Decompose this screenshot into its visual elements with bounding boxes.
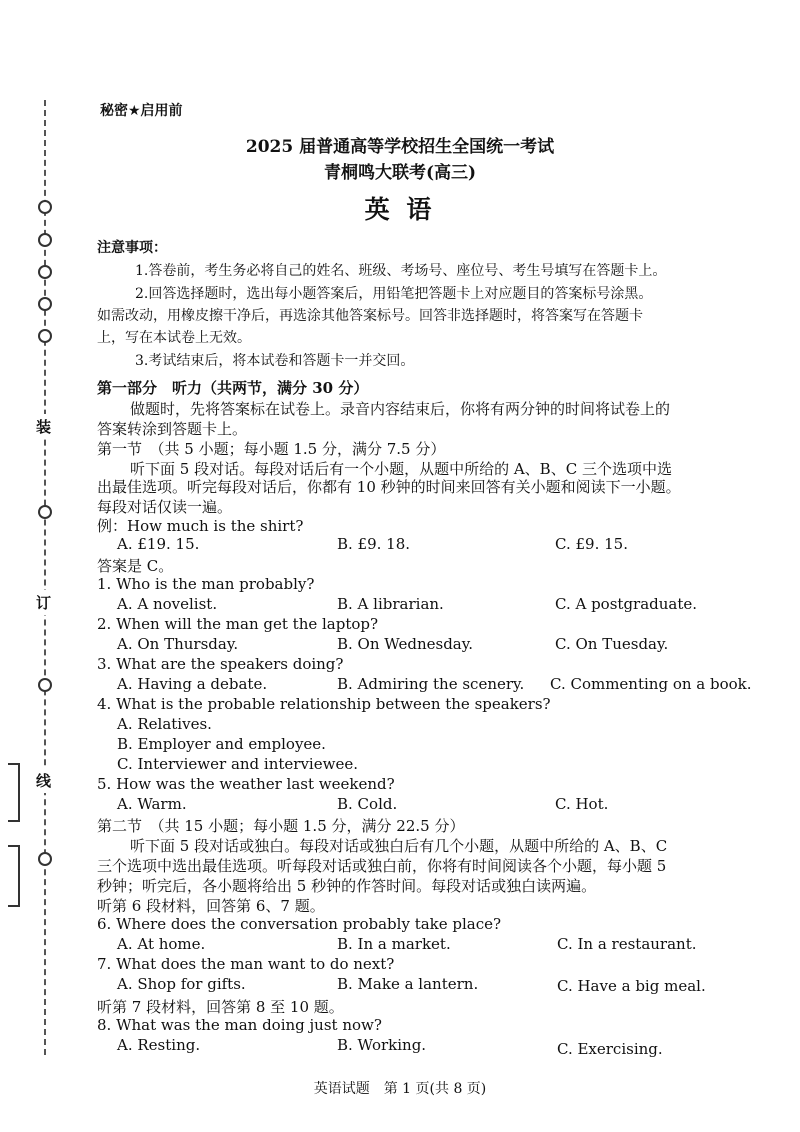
option-c: C. Have a big meal. [557, 977, 706, 995]
section2-intro: 秒钟；听完后，各小题将给出 5 秒钟的作答时间。每段对话或独白读两遍。 [97, 877, 597, 895]
question-text: 7. What does the man want to do next? [97, 955, 395, 973]
section1-intro: 每段对话仅读一遍。 [97, 498, 233, 516]
option-a: A. Resting. [117, 1036, 201, 1054]
option-a: A. £19. 15. [117, 535, 200, 553]
option-c: C. On Tuesday. [555, 635, 669, 653]
binding-hole [38, 233, 52, 247]
secret-label: 秘密★启用前 [100, 103, 183, 119]
material-heading: 听第 6 段材料，回答第 6、7 题。 [97, 897, 325, 915]
option-c: C. Commenting on a book. [550, 675, 752, 693]
question-text: 1. Who is the man probably? [97, 575, 315, 593]
exam-subtitle: 青桐鸣大联考(高三) [323, 163, 477, 183]
binding-hole [38, 265, 52, 279]
section1-intro: 听下面 5 段对话。每段对话后有一个小题，从题中所给的 A、B、C 三个选项中选 [130, 460, 672, 478]
binding-hole [38, 297, 52, 311]
option-c: C. In a restaurant. [557, 935, 697, 953]
option-b: B. In a market. [337, 935, 451, 953]
option-b: B. Admiring the scenery. [337, 675, 525, 693]
binding-char-zhuang: 装 [36, 414, 51, 439]
option-a: A. Having a debate. [117, 675, 268, 693]
question-text: 8. What was the man doing just now? [97, 1016, 382, 1034]
option-b: B. Make a lantern. [337, 975, 479, 993]
option-a: A. At home. [117, 935, 206, 953]
example-question: 例：How much is the shirt? [97, 517, 304, 535]
example-answer: 答案是 C。 [97, 557, 174, 575]
binding-hole [38, 505, 52, 519]
option-c: C. Interviewer and interviewee. [117, 755, 358, 773]
subject-title: 英 语 [364, 195, 436, 224]
margin-bracket [8, 763, 20, 822]
option-c: C. Exercising. [557, 1040, 663, 1058]
option-c: C. Hot. [555, 795, 609, 813]
page-footer: 英语试题 第 1 页(共 8 页) [313, 1081, 487, 1097]
binding-char-ding: 订 [36, 590, 51, 615]
option-b: B. £9. 18. [337, 535, 411, 553]
option-a: A. Relatives. [117, 715, 212, 733]
option-c: C. A postgraduate. [555, 595, 698, 613]
option-a: A. Warm. [117, 795, 187, 813]
section2-heading: 第二节 （共 15 小题；每小题 1.5 分，满分 22.5 分） [97, 817, 465, 835]
binding-hole [38, 329, 52, 343]
question-text: 3. What are the speakers doing? [97, 655, 344, 673]
notice-item: 3.考试结束后，将本试卷和答题卡一并交回。 [135, 353, 415, 369]
option-b: B. On Wednesday. [337, 635, 473, 653]
margin-bracket [8, 845, 20, 907]
binding-hole [38, 678, 52, 692]
part1-intro: 做题时，先将答案标在试卷上。录音内容结束后，你将有两分钟的时间将试卷上的 [130, 400, 671, 418]
part1-heading: 第一部分 听力（共两节，满分 30 分） [97, 379, 369, 397]
option-a: A. On Thursday. [117, 635, 239, 653]
option-a: A. A novelist. [117, 595, 218, 613]
option-a: A. Shop for gifts. [117, 975, 246, 993]
notice-item: 上，写在本试卷上无效。 [97, 330, 251, 346]
exam-title: 2025 届普通高等学校招生全国统一考试 [245, 137, 555, 157]
notice-item: 2.回答选择题时，选出每小题答案后，用铅笔把答题卡上对应题目的答案标号涂黑。 [135, 286, 653, 302]
section2-intro: 三个选项中选出最佳选项。听每段对话或独白前，你将有时间阅读各个小题，每小题 5 [97, 857, 667, 875]
option-c: C. £9. 15. [555, 535, 628, 553]
section1-heading: 第一节 （共 5 小题；每小题 1.5 分，满分 7.5 分） [97, 440, 446, 458]
part1-intro: 答案转涂到答题卡上。 [97, 420, 248, 438]
question-text: 2. When will the man get the laptop? [97, 615, 379, 633]
notice-heading: 注意事项： [97, 240, 167, 256]
binding-char-xian: 线 [36, 768, 51, 793]
notice-item: 如需改动，用橡皮擦干净后，再选涂其他答案标号。回答非选择题时，将答案写在答题卡 [97, 308, 643, 324]
question-text: 6. Where does the conversation probably take place? [97, 915, 502, 933]
section2-intro: 听下面 5 段对话或独白。每段对话或独白后有几个小题，从题中所给的 A、B、C [130, 837, 668, 855]
option-b: B. Working. [337, 1036, 427, 1054]
notice-item: 1.答卷前，考生务必将自己的姓名、班级、考场号、座位号、考生号填写在答题卡上。 [135, 263, 667, 279]
question-text: 5. How was the weather last weekend? [97, 775, 395, 793]
material-heading: 听第 7 段材料，回答第 8 至 10 题。 [97, 998, 344, 1016]
option-b: B. Employer and employee. [117, 735, 326, 753]
option-b: B. Cold. [337, 795, 398, 813]
section1-intro: 出最佳选项。听完每段对话后，你都有 10 秒钟的时间来回答有关小题和阅读下一小题。 [97, 478, 681, 496]
question-text: 4. What is the probable relationship between the speakers? [97, 695, 551, 713]
option-b: B. A librarian. [337, 595, 444, 613]
binding-hole [38, 852, 52, 866]
